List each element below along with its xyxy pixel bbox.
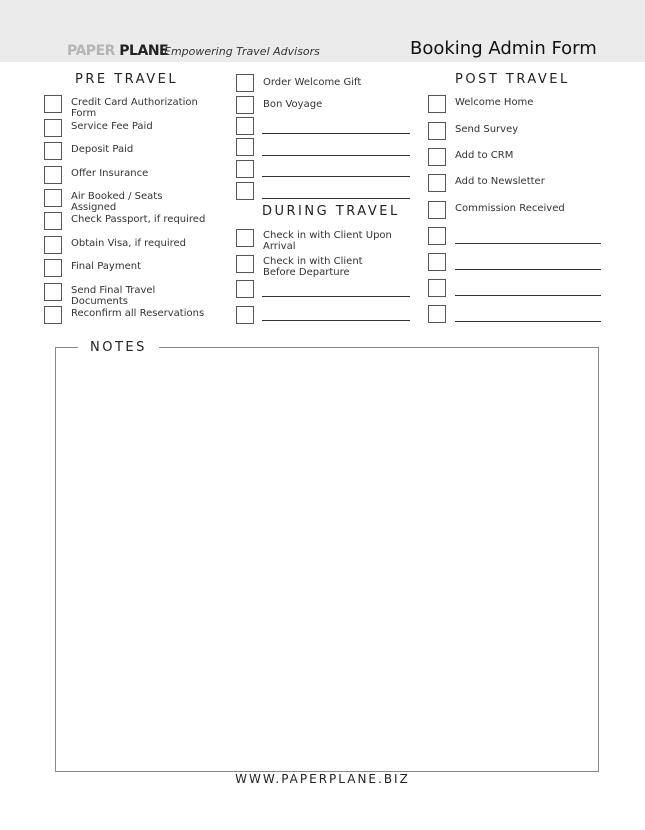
blank-line[interactable]: [262, 198, 410, 199]
checklist-label: Bon Voyage: [263, 99, 323, 110]
checklist-label: Check in with Client Upon Arrival: [263, 230, 392, 252]
checklist-label: Check in with Client Before Departure: [263, 256, 363, 278]
pre-travel-title: PRE TRAVEL: [75, 72, 179, 87]
blank-line[interactable]: [262, 155, 410, 156]
notes-area[interactable]: [55, 347, 599, 772]
checkbox[interactable]: [428, 279, 446, 297]
blank-line[interactable]: [262, 176, 410, 177]
checkbox[interactable]: [44, 189, 62, 207]
checkbox[interactable]: [236, 74, 254, 92]
checkbox[interactable]: [44, 142, 62, 160]
checkbox[interactable]: [428, 122, 446, 140]
checkbox[interactable]: [236, 96, 254, 114]
checkbox[interactable]: [44, 306, 62, 324]
blank-line[interactable]: [262, 133, 410, 134]
checkbox[interactable]: [236, 160, 254, 178]
checklist-label: Reconfirm all Reservations: [71, 308, 205, 319]
checkbox[interactable]: [44, 236, 62, 254]
checkbox[interactable]: [44, 259, 62, 277]
checklist-label: Air Booked / Seats Assigned: [71, 191, 163, 213]
checklist-label: Obtain Visa, if required: [71, 238, 187, 249]
checklist-label: Order Welcome Gift: [263, 77, 362, 88]
checkbox[interactable]: [428, 148, 446, 166]
checklist-label: Check Passport, if required: [71, 214, 206, 225]
checkbox[interactable]: [428, 305, 446, 323]
checkbox[interactable]: [428, 174, 446, 192]
checklist-label: Commission Received: [455, 203, 565, 214]
checkbox[interactable]: [236, 306, 254, 324]
checkbox[interactable]: [428, 253, 446, 271]
checkbox[interactable]: [44, 119, 62, 137]
checkbox[interactable]: [236, 229, 254, 247]
checklist-label: Credit Card Authorization Form: [71, 97, 198, 119]
checklist-label: Add to CRM: [455, 150, 514, 161]
checklist-label: Send Survey: [455, 124, 519, 135]
checklist-label: Send Final Travel Documents: [71, 285, 156, 307]
notes-title: NOTES: [78, 340, 159, 355]
checkbox[interactable]: [236, 280, 254, 298]
post-travel-title: POST TRAVEL: [455, 72, 570, 87]
blank-line[interactable]: [455, 243, 601, 244]
checkbox[interactable]: [428, 201, 446, 219]
blank-line[interactable]: [455, 321, 601, 322]
checkbox[interactable]: [236, 117, 254, 135]
logo-part: PLANE: [119, 43, 169, 59]
checkbox[interactable]: [44, 95, 62, 113]
checkbox[interactable]: [428, 95, 446, 113]
checklist-label: Service Fee Paid: [71, 121, 153, 132]
checkbox[interactable]: [428, 227, 446, 245]
tagline: Empowering Travel Advisors: [164, 45, 320, 58]
checkbox[interactable]: [236, 182, 254, 200]
page-title: Booking Admin Form: [410, 38, 597, 59]
blank-line[interactable]: [262, 320, 410, 321]
logo: [67, 43, 168, 59]
checklist-label: Welcome Home: [455, 97, 534, 108]
checkbox[interactable]: [44, 283, 62, 301]
footer-url: WWW.PAPERPLANE.BIZ: [235, 772, 410, 786]
checklist-label: Deposit Paid: [71, 144, 134, 155]
checklist-label: Add to Newsletter: [455, 176, 545, 187]
blank-line[interactable]: [455, 269, 601, 270]
blank-line[interactable]: [455, 295, 601, 296]
during-travel-title: DURING TRAVEL: [262, 204, 400, 219]
checkbox[interactable]: [44, 212, 62, 230]
logo-part: PAPER: [67, 43, 115, 59]
checkbox[interactable]: [236, 138, 254, 156]
checklist-label: Offer Insurance: [71, 168, 149, 179]
blank-line[interactable]: [262, 296, 410, 297]
checklist-label: Final Payment: [71, 261, 142, 272]
checkbox[interactable]: [236, 255, 254, 273]
checkbox[interactable]: [44, 166, 62, 184]
